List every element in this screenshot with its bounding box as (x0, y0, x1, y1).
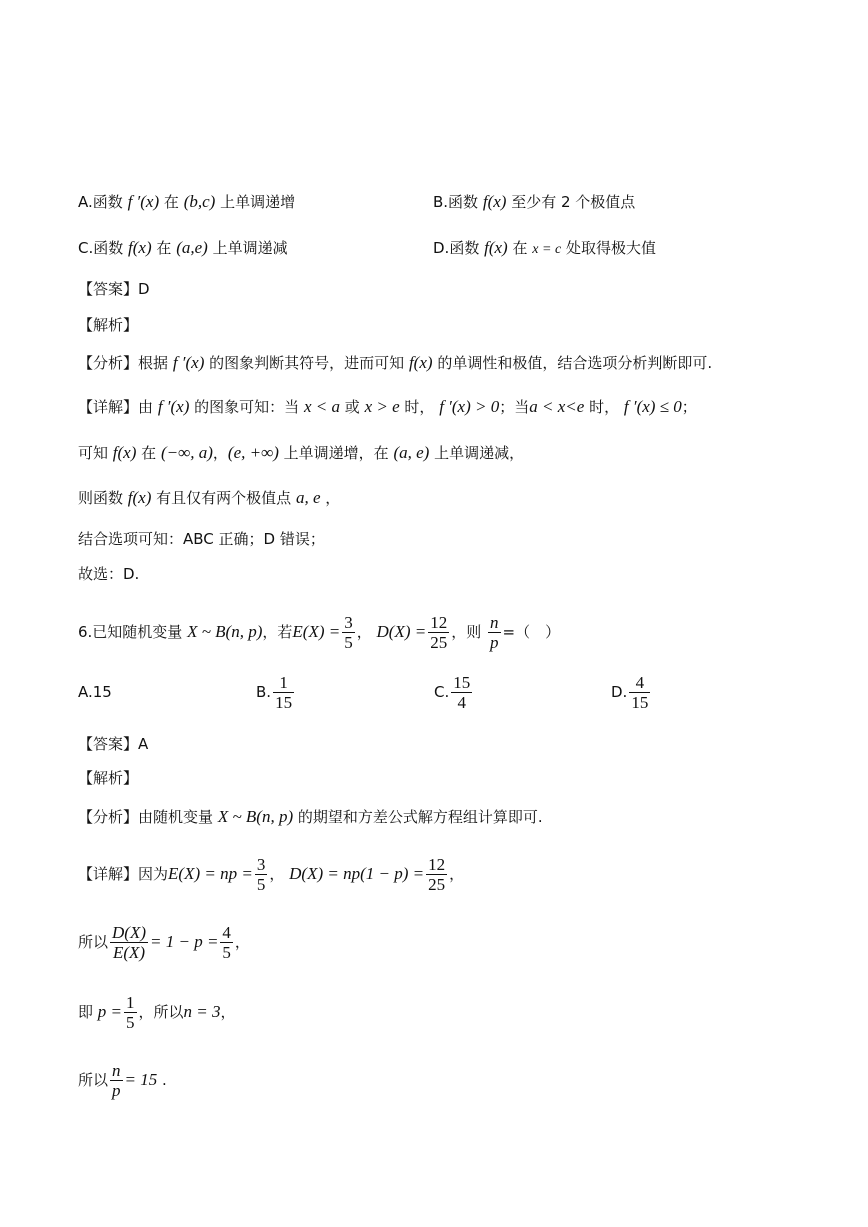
q6-option-d: D. $\frac{4}{15}$ (611, 673, 649, 712)
q6-option-c: C. $\frac{15}{4}$ (434, 673, 471, 712)
q6-xiangjie: 【详解】因为E(X) = np = $\frac{3}{5}$ ， D(X) = np(1 − p) = $\frac{12}{25}$ ， (78, 855, 465, 894)
q5-analysis-heading: 【解析】 (78, 316, 139, 334)
q5-option-b: B.函数 f(x) 至少有 2 个极值点 (433, 192, 636, 211)
q6-step-result: 所以 $\frac{n}{p}$ = 15 . (78, 1061, 167, 1100)
q5-step-extrema: 则函数 f(x) 有且仅有两个极值点 a, e ， (78, 488, 341, 507)
q5-fenxi: 【分析】根据 f ′(x) 的图象判断其符号，进而可知 f(x) 的单调性和极值，结合选项分析判断即可. (78, 353, 713, 372)
q5-step-monotonic: 可知 f(x) 在 (−∞, a)，(e, +∞) 上单调递增，在 (a, e) 上单调递减， (78, 443, 525, 462)
q6-step-p: 即 p = $\frac{1}{5}$ ，所以n = 3， (78, 993, 236, 1032)
q5-xiangjie: 【详解】由 f ′(x) 的图象可知：当 x < a 或 x > e 时， f ′(x) > 0；当a < x<e 时， f ′(x) ≤ 0； (78, 397, 697, 416)
q5-answer: 【答案】D (78, 280, 150, 298)
q6-answer: 【答案】A (78, 735, 149, 753)
q6-analysis-heading: 【解析】 (78, 769, 139, 787)
q6-stem: 6.已知随机变量 X ~ B(n, p)，若E(X) = $\frac{3}{5}$ ， D(X) = $\frac{12}{25}$ ，则 $\frac{n}{p}$ =（ ） (78, 613, 561, 652)
q6-step-ratio: 所以 $\frac{D(X)}{E(X)}$ = 1 − p = $\frac{4}{5}$ ， (78, 923, 250, 962)
q5-option-a: A.函数 f ′(x) 在 (b,c) 上单调递增 (78, 192, 296, 211)
q5-conclusion: 结合选项可知：ABC 正确；D 错误； (78, 530, 325, 548)
q5-option-d: D.函数 f(x) 在 x = c 处取得极大值 (433, 238, 656, 257)
q5-option-c: C.函数 f(x) 在 (a,e) 上单调递减 (78, 238, 288, 257)
q6-fenxi: 【分析】由随机变量 X ~ B(n, p) 的期望和方差公式解方程组计算即可. (78, 807, 543, 826)
q6-option-b: B. $\frac{1}{15}$ (256, 673, 293, 712)
q6-option-a: A.15 (78, 683, 112, 701)
q5-choice: 故选：D. (78, 565, 140, 583)
